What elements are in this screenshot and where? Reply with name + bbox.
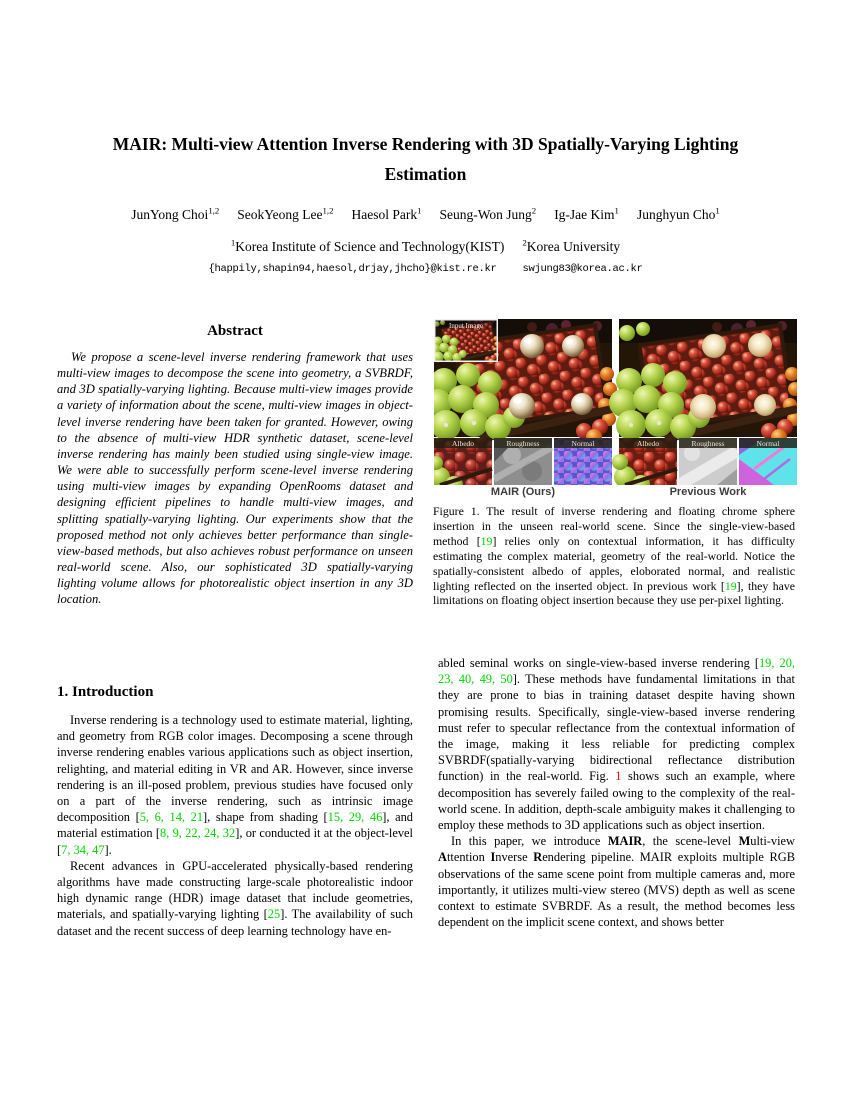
abstract-body: [57, 349, 413, 608]
right-albedo-label: Albedo: [636, 439, 660, 448]
right-column-body: [438, 655, 795, 930]
left-column-body: [57, 712, 413, 939]
figure1-thumb-labels: [434, 438, 797, 448]
section-heading-introduction: 1. Introduction: [57, 684, 154, 700]
right-normal-label: Normal: [756, 439, 780, 448]
abstract-paragraph: We propose a scene-level inverse rendering framework that uses multi-view images to decompose the scene into geometry, a SVBRDF, and 3D spatially-varying lighting. Because multi-view images provide a variety of information about the scene, multi-view images in object-level inverse rendering have been taken for granted. However, owing to the absence of multi-view HDR synthetic dataset, scene-level inverse rendering has mainly been studied using single-view image. We were able to successfully perform scene-level inverse rendering using multi-view images by expanding OpenRooms dataset and designing efficient pipelines to handle multi-view images, and splitting spatially-varying lighting. Our experiments show that the proposed method not only achieves better performance than single-view-based methods, but also achieves robust performance on unseen real-world scene. Also, our sophisticated 3D spatially-varying lighting volume allows for photorealistic object insertion in any 3D location.: [57, 350, 413, 607]
figure1-right-panel-image: [609, 319, 797, 445]
figure1-left-panel-image: [434, 319, 617, 445]
figure1-svg: [434, 319, 797, 485]
right-roughness-label: Roughness: [691, 439, 725, 448]
authors-line: JunYong Choi$^{1,2}$ SeokYeong Lee$^{1,2}$ Haesol Park$^1$ Seung-Won Jung$^2$ Ig-Jae Kim$^1$ Junghyun Cho$^1$: [131, 205, 720, 222]
figure1-panel-captions: [434, 486, 797, 501]
emails-line: {happily,shapin94,haesol,drjay,jhcho}@kist.re.kr swjung83@korea.ac.kr: [208, 263, 643, 275]
intro-paragraph-2: Recent advances in GPU-accelerated physically-based rendering algorithms have made constructing large-scale photorealistic indoor high dynamic range (HDR) image dataset that include geometries, materials, and spatially-varying lighting [25]. The availability of such dataset and the recent success of deep learning technology have en-: [57, 858, 413, 938]
right-paragraph-1: abled seminal works on single-view-based inverse rendering [19, 20, 23, 40, 49, 50]. These methods have fundamental limitations in that they are prone to bias in training dataset despite having shown promising results. Specifically, single-view-based inverse rendering must refer to specular reflectance from the contextual information of the image, making it less reliable for predicting complex SVBRDF(spatially-varying bidirectional reflectance distribution function) in the real-world. Fig. 1 shows such an example, where decomposition has severely failed owing to the complexity of the real-world scene. In addition, depth-scale ambiguity makes it challenging to employ these methods to 3D applications such as object insertion.: [438, 656, 795, 833]
input-image-label: Input Image: [448, 322, 484, 330]
abstract-heading: Abstract: [207, 323, 263, 339]
intro-paragraph-1: Inverse rendering is a technology used to estimate material, lighting, and geometry from RGB color images. Decomposing a scene through inverse rendering enables various applications such as object insertion, relighting, and material editing in VR and AR. However, since inverse rendering is an ill-posed problem, previous studies have focused only on a part of the inverse rendering, such as intrinsic image decomposition [5, 6, 14, 21], shape from shading [15, 29, 46], and material estimation [8, 9, 22, 24, 32], or conducted it at the object-level [7, 34, 47].: [57, 713, 413, 857]
figure1-left-caption: MAIR (Ours): [490, 486, 556, 498]
affiliations-line: $^1$Korea Institute of Science and Technology(KIST) $^2$Korea University: [230, 237, 621, 254]
figure1-caption: Figure 1. The result of inverse rendering and floating chrome sphere insertion in the unseen real-world scene. Since the single-view-based method [19] relies only on contextual information, it has difficulty estimating the complex material, geometry of the real-world. Notice the spatially-consistent albedo of apples, eloborated normal, and realistic lighting reflected on the inserted object. In previous work [19], they have limitations on floating object insertion because they use per-pixel lighting.: [433, 504, 795, 608]
figure1-right-caption: Previous Work: [669, 486, 747, 498]
left-albedo-label: Albedo: [451, 439, 475, 448]
figure1-graphic: [434, 319, 797, 485]
right-paragraph-2: In this paper, we introduce MAIR, the scene-level Multi-view Attention Inverse Rendering pipeline. MAIR exploits multiple RGB observations of the same scene point from multiple cameras and, more importantly, it utilizes multi-view stereo (MVS) depth as well as scene context to estimate SVBRDF. As a result, the method becomes less dependent on the implicit scene context, and shows better: [438, 834, 796, 930]
figure1-input-image-inset: [434, 319, 499, 364]
left-roughness-label: Roughness: [506, 439, 540, 448]
paper-title: MAIR: Multi-view Attention Inverse Rendering with 3D Spatially-Varying Lighting Estimation: [112, 134, 739, 184]
left-normal-label: Normal: [571, 439, 595, 448]
